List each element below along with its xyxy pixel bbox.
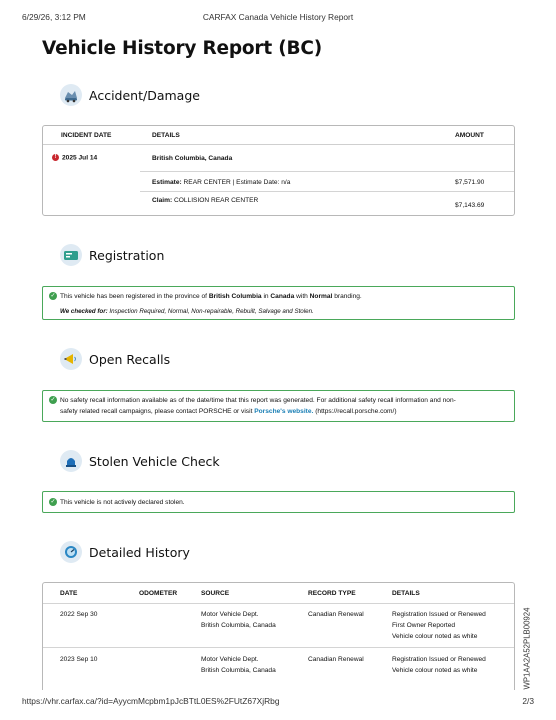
checked-for-line [60, 306, 314, 317]
page-title: Vehicle History Report (BC) [42, 38, 323, 59]
reg-country: Canada [270, 293, 295, 300]
incident-date [52, 154, 97, 161]
section-recalls-label: Open Recalls [89, 351, 171, 367]
reg-text-in: in [263, 293, 269, 300]
check-icon: ✓ [50, 397, 56, 404]
col-incident-date: INCIDENT DATE [61, 132, 112, 139]
estimate-line [152, 179, 290, 186]
row-detail-2: First Owner Reported [392, 622, 456, 629]
col-odometer: ODOMETER [139, 590, 178, 597]
row-details [392, 609, 486, 642]
col-date: DATE [60, 590, 78, 597]
row-source-line1: Motor Vehicle Dept. [201, 656, 259, 663]
checked-label: We checked for: [60, 308, 108, 315]
row-details [392, 654, 486, 676]
porsche-website-link[interactable]: Porsche's website. [254, 408, 314, 415]
police-light-icon [60, 450, 82, 472]
estimate-label: Estimate: [152, 179, 182, 186]
incident-date-text: 2025 Jul 14 [62, 154, 98, 162]
row-detail-3: Vehicle colour noted as white [392, 633, 478, 640]
accident-table [42, 125, 515, 216]
recalls-text1: No safety recall information available as of the date/time that this report was generated. For additional safety recall information and non- [60, 397, 456, 404]
section-registration-label: Registration [89, 247, 165, 263]
section-stolen-label: Stolen Vehicle Check [89, 453, 220, 469]
recalls-text2: safety related recall campaigns, please contact PORSCHE or visit [60, 408, 253, 415]
detailed-history-table [42, 582, 515, 690]
reg-text-end: branding. [334, 293, 362, 300]
section-registration-title [60, 244, 164, 266]
car-crash-icon [60, 84, 82, 106]
row-detail-1: Registration Issued or Renewed [392, 656, 486, 663]
alert-icon: ! [52, 154, 59, 161]
section-accident-label: Accident/Damage [89, 87, 200, 103]
reg-brand: Normal [309, 293, 333, 300]
row-source-line1: Motor Vehicle Dept. [201, 611, 259, 618]
row-detail-2: Vehicle colour noted as white [392, 667, 478, 674]
print-header [22, 12, 534, 24]
recalls-url-text: (https://recall.porsche.com/) [315, 408, 397, 415]
col-details: DETAILS [152, 132, 180, 139]
checked-list: Inspection Required, Normal, Non-repairable, Rebuilt, Salvage and Stolen. [109, 308, 314, 315]
accident-table-header [43, 126, 514, 145]
row-source [201, 609, 276, 631]
incident-location: British Columbia, Canada [152, 155, 233, 162]
registration-card-icon [60, 244, 82, 266]
print-datetime: 6/29/26, 3:12 PM [22, 12, 86, 22]
claim-amount: $7,143.69 [455, 202, 485, 209]
row-source-line2: British Columbia, Canada [201, 622, 276, 629]
col-source: SOURCE [201, 590, 230, 597]
section-accident-title [60, 84, 200, 106]
vin-sidebar [520, 608, 534, 688]
stolen-box [42, 491, 515, 513]
row-source-line2: British Columbia, Canada [201, 667, 276, 674]
row-record-type: Canadian Renewal [308, 611, 364, 618]
recalls-box [42, 390, 515, 422]
section-detailed-label: Detailed History [89, 544, 190, 560]
megaphone-icon [60, 348, 82, 370]
recalls-line2 [60, 406, 397, 417]
col-details: DETAILS [392, 590, 420, 597]
claim-label: Claim: [152, 197, 173, 204]
divider [43, 603, 514, 604]
divider [140, 191, 514, 192]
stolen-text: This vehicle is not actively declared stolen. [60, 499, 185, 506]
section-stolen-title [60, 450, 220, 472]
print-title: CARFAX Canada Vehicle History Report [202, 12, 354, 22]
print-url: https://vhr.carfax.ca/?id=AyycmMcpbm1pJcBTtL0ES%2FUtZ67XjRbg [22, 696, 280, 706]
print-footer [22, 696, 534, 708]
check-icon: ✓ [50, 499, 56, 506]
reg-province: British Columbia [208, 293, 262, 300]
stolen-line [49, 497, 185, 508]
reg-text-a: This vehicle has been registered in the province of [60, 293, 207, 300]
col-record-type: RECORD TYPE [308, 590, 356, 597]
registration-line [49, 291, 362, 302]
row-date: 2022 Sep 30 [60, 611, 98, 618]
estimate-amount: $7,571.90 [455, 179, 485, 186]
row-source [201, 654, 276, 676]
check-icon: ✓ [50, 293, 56, 300]
odometer-icon [60, 541, 82, 563]
divider [140, 171, 514, 172]
col-amount: AMOUNT [455, 132, 484, 139]
row-date: 2023 Sep 10 [60, 656, 98, 663]
estimate-text: REAR CENTER | Estimate Date: n/a [183, 179, 291, 186]
recalls-line1 [49, 395, 456, 406]
section-detailed-title [60, 541, 190, 563]
claim-text: COLLISION REAR CENTER [174, 197, 259, 204]
print-page-number: 2/3 [522, 696, 534, 706]
reg-text-with: with [296, 293, 308, 300]
claim-line [152, 197, 258, 204]
row-record-type: Canadian Renewal [308, 656, 364, 663]
section-recalls-title [60, 348, 170, 370]
divider [43, 647, 514, 648]
registration-box [42, 286, 515, 320]
row-detail-1: Registration Issued or Renewed [392, 611, 486, 618]
vin-text: WP1AA2A52PLB00924 [522, 607, 532, 690]
